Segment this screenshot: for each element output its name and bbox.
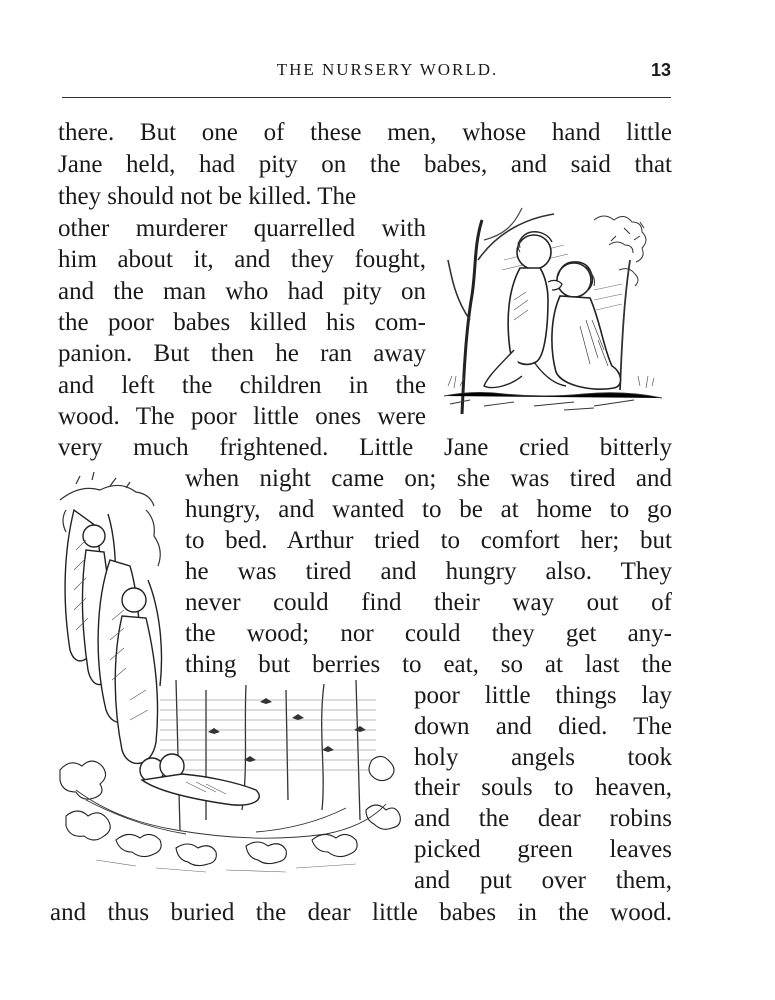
text-line: and put over them, — [414, 867, 672, 894]
text-line: there. But one of these men, whose hand little — [58, 119, 672, 146]
two-children-embracing-illustration — [444, 200, 662, 414]
page-number: 13 — [650, 60, 671, 80]
text-line: he was tired and hungry also. They — [185, 558, 672, 585]
text-line: when night came on; she was tired and — [185, 465, 672, 492]
text-line: down and died. The — [414, 713, 672, 740]
text-line: poor little things lay — [414, 682, 672, 709]
text-line: their souls to heaven, — [414, 774, 672, 801]
text-line: and left the children in the — [58, 372, 426, 399]
text-line: wood. The poor little ones were — [58, 403, 426, 430]
text-line: very much frightened. Little Jane cried bitterly — [58, 434, 672, 461]
angels-over-children-in-wood-illustration — [56, 470, 402, 880]
text-line: picked green leaves — [414, 836, 672, 863]
text-line: him about it, and they fought, — [58, 246, 426, 273]
text-line: other murderer quarrelled with — [58, 215, 426, 242]
text-line: hungry, and wanted to be at home to go — [185, 496, 672, 523]
text-line: Jane held, had pity on the babes, and said that — [58, 151, 672, 178]
text-line: holy angels took — [414, 744, 672, 771]
text-line: thing but berries to eat, so at last the — [185, 651, 672, 678]
text-line: they should not be killed. The — [58, 183, 357, 210]
text-line: the poor babes killed his com- — [58, 309, 426, 336]
text-line: never could find their way out of — [185, 589, 672, 616]
text-line: and thus buried the dear little babes in the wood. — [50, 899, 672, 926]
text-line: panion. But then he ran away — [58, 340, 426, 367]
running-header-title: THE NURSERY WORLD. — [276, 60, 499, 79]
text-line: and the dear robins — [414, 805, 672, 832]
text-line: and the man who had pity on — [58, 278, 426, 305]
text-line: the wood; nor could they get any- — [185, 620, 672, 647]
text-line: to bed. Arthur tried to comfort her; but — [185, 527, 672, 554]
